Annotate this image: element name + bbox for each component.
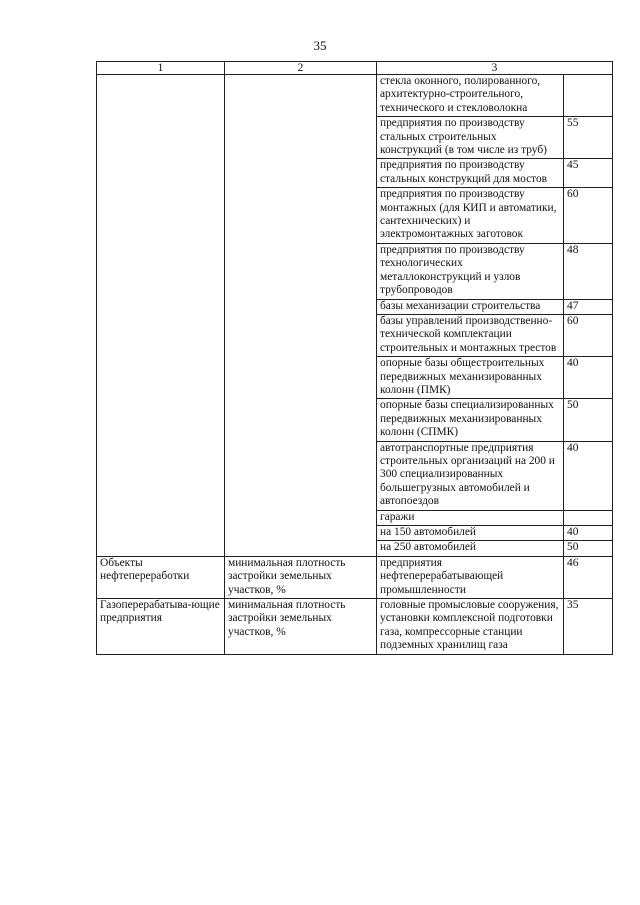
table-row — [97, 556, 613, 598]
density-value-cell — [564, 75, 613, 117]
header-col-3: 3 — [377, 62, 613, 75]
density-norms-table — [96, 61, 613, 655]
facility-name-cell: головные промысловые сооружения, установки комплексной подготовки газа, компрессорные станции подземных хранилищ газа — [377, 599, 564, 655]
density-value-cell — [564, 510, 613, 525]
facility-name-cell: опорные базы общестроительных передвижных механизированных колонн (ПМК) — [377, 357, 564, 399]
density-value-cell: 50 — [564, 399, 613, 441]
density-value-cell: 35 — [564, 599, 613, 655]
density-value-cell: 60 — [564, 188, 613, 244]
table-row — [97, 75, 613, 117]
density-value-cell: 45 — [564, 159, 613, 188]
facility-name-cell: опорные базы специализированных передвижных механизированных колонн (СПМК) — [377, 399, 564, 441]
density-value-cell: 40 — [564, 441, 613, 510]
object-cell: Объекты нефтепереработки — [97, 556, 225, 598]
density-value-cell: 40 — [564, 357, 613, 399]
facility-name-cell: базы управлений производственно-технической комплектации строительных и монтажных трестов — [377, 314, 564, 356]
density-value-cell: 50 — [564, 541, 613, 556]
header-col-1: 1 — [97, 62, 225, 75]
density-value-cell: 46 — [564, 556, 613, 598]
table-header-row — [97, 62, 613, 75]
indicator-cell: минимальная плотность застройки земельных участков, % — [225, 556, 377, 598]
indicator-cell-continued — [225, 75, 377, 557]
facility-name-cell: автотранспортные предприятия строительных организаций на 200 и 300 специализированных большегрузных автомобилей и автопоездов — [377, 441, 564, 510]
density-value-cell: 48 — [564, 243, 613, 299]
indicator-cell: минимальная плотность застройки земельных участков, % — [225, 599, 377, 655]
facility-name-cell: на 150 автомобилей — [377, 526, 564, 541]
header-col-2: 2 — [225, 62, 377, 75]
table-row — [97, 599, 613, 655]
facility-name-cell: на 250 автомобилей — [377, 541, 564, 556]
facility-name-cell: гаражи — [377, 510, 564, 525]
density-value-cell: 40 — [564, 526, 613, 541]
facility-name-cell: предприятия по производству стальных строительных конструкций (в том числе из труб) — [377, 117, 564, 159]
facility-name-cell: базы механизации строительства — [377, 299, 564, 314]
facility-name-cell: предприятия по производству технологических металлоконструкций и узлов трубопроводов — [377, 243, 564, 299]
facility-name-cell: стекла оконного, полированного, архитектурно-строительного, технического и стекловолокна — [377, 75, 564, 117]
density-value-cell: 60 — [564, 314, 613, 356]
object-cell-continued — [97, 75, 225, 557]
facility-name-cell: предприятия нефтеперерабатывающей промышленности — [377, 556, 564, 598]
facility-name-cell: предприятия по производству стальных конструкций для мостов — [377, 159, 564, 188]
object-cell: Газоперерабатыва-ющие предприятия — [97, 599, 225, 655]
page-number: 35 — [313, 38, 327, 53]
facility-name-cell: предприятия по производству монтажных (для КИП и автоматики, сантехнических) и электромонтажных заготовок — [377, 188, 564, 244]
density-value-cell: 47 — [564, 299, 613, 314]
density-value-cell: 55 — [564, 117, 613, 159]
